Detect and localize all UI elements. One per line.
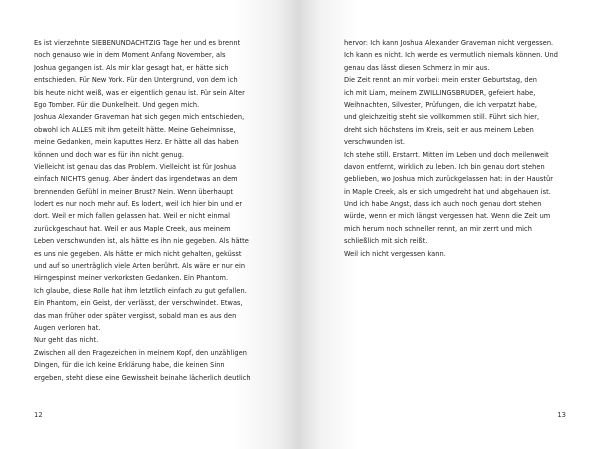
text-line: ich mit Liam, meinem ZWILLINGSBRUDER, gefeiert habe,: [344, 88, 536, 97]
text-line: entschieden. Für New York. Für den Untergrund, von dem ich: [34, 76, 238, 85]
text-line: genau das lässt diesen Schmerz in mir aus.: [344, 63, 490, 72]
text-line: Leben verschwunden ist, als hätte es ihn nie gegeben. Als hätte: [34, 237, 249, 246]
text-line: Ich kann es nicht. Ich werde es vermutlich niemals können. Und: [344, 51, 558, 60]
text-line: Weihnachten, Silvester, Prüfungen, die ich verpatzt habe,: [344, 100, 538, 109]
text-line: das man früher oder später vergisst, sobald man es aus den: [34, 311, 237, 320]
text-line: Ich stehe still. Erstarrt. Mitten im Leben und doch meilenweit: [344, 150, 549, 159]
left-page-text: [34, 37, 272, 384]
text-line: Augen verloren hat.: [34, 323, 101, 332]
text-line: Es ist vierzehnte SIEBENUNDACHTZIG Tage her und es brennt: [34, 39, 241, 47]
text-line: zurückgeschaut hat. Weil er aus Maple Creek, aus meinem: [34, 224, 231, 233]
text-line: würde, wenn er mich längst vergessen hat. Wenn die Zeit um: [344, 212, 551, 221]
text-line: Weil ich nicht vergessen kann.: [344, 249, 446, 258]
text-line: es uns nie gegeben. Als hätte er mich nicht gehalten, geküsst: [34, 249, 242, 258]
text-line: meine Gedanken, mein kaputtes Herz. Er hätte all das haben: [34, 138, 239, 147]
text-line: Ein Phantom, ein Geist, der verlässt, der verschwindet. Etwas,: [34, 299, 243, 308]
text-line: geblieben, wo Joshua mich zurückgelassen hat: in der Haustür: [344, 175, 554, 184]
text-line: und gleichzeitig steht sie vollkommen still. Führt sich hier,: [344, 113, 540, 122]
text-line: dreht sich höchstens im Kreis, seit er aus meinem Leben: [344, 125, 534, 134]
text-line: Hirngespinst meiner verkorksten Gedanken. Ein Phantom.: [34, 274, 229, 283]
text-line: Die Zeit rennt an mir vorbei: mein erster Geburtstag, den: [344, 76, 538, 85]
text-line: Joshua Alexander Graveman hat sich gegen mich entschieden,: [34, 113, 245, 122]
text-line: Ich glaube, diese Rolle hat ihm letztlich einfach zu gut gefallen.: [34, 286, 247, 295]
text-line: Ego Tomber. Für die Dunkelheit. Und gegen mich.: [34, 100, 200, 109]
text-line: lodert es nur noch mehr auf. Es lodert, weil ich hier bin und er: [34, 200, 243, 209]
page-number-left: 12: [34, 411, 43, 419]
text-line: Dingen, für die ich keine Erklärung habe, die keinen Sinn: [34, 361, 225, 370]
text-line: bis heute nicht weiß, was er eigentlich genau ist. Für sein Alter: [34, 88, 245, 97]
text-line: Joshua gegangen ist. Als mir klar gesagt hat, er hätte sich: [34, 63, 229, 72]
text-line: schließlich mit sich reißt.: [344, 237, 428, 246]
right-page: [300, 0, 600, 449]
text-line: einfach NICHTS genug. Aber ändert das irgendetwas an dem: [34, 175, 238, 184]
text-line: Und ich habe Angst, dass ich auch noch genau dort stehen: [344, 200, 542, 209]
text-line: Vielleicht ist genau das das Problem. Vielleicht ist für Joshua: [34, 162, 237, 171]
text-line: verschwunden ist.: [344, 138, 405, 147]
text-line: obwohl ich ALLES mit ihm geteilt hätte. Meine Geheimnisse,: [34, 125, 236, 134]
text-line: Nur geht das nicht.: [34, 336, 99, 345]
text-line: in Maple Creek, als er sich umgedreht hat und abgehauen ist.: [344, 187, 551, 196]
text-line: hervor: Ich kann Joshua Alexander Graveman nicht vergessen.: [344, 39, 554, 47]
text-line: noch genauso wie in dem Moment Anfang November, als: [34, 51, 226, 60]
text-line: Zwischen all den Fragezeichen in meinem Kopf, den unzähligen: [34, 348, 247, 357]
text-line: mich herum noch schneller rennt, an mir zerrt und mich: [344, 224, 532, 233]
text-line: können und doch war es für ihn nicht genug.: [34, 150, 185, 159]
right-page-text: [344, 37, 572, 260]
text-line: brennenden Gefühl in meiner Brust? Nein. Wenn überhaupt: [34, 187, 233, 196]
text-line: und auf so unerträglich viele Arten berührt. Als wäre er nur ein: [34, 262, 246, 271]
page-number-right: 13: [557, 411, 566, 419]
text-line: davon entfernt, wirklich zu leben. Ich bin genau dort stehen: [344, 162, 545, 171]
text-line: ergeben, steht diese eine Gewissheit beinahe lächerlich deutlich: [34, 373, 251, 382]
text-line: dort. Weil er mich fallen gelassen hat. Weil er nicht einmal: [34, 212, 231, 221]
